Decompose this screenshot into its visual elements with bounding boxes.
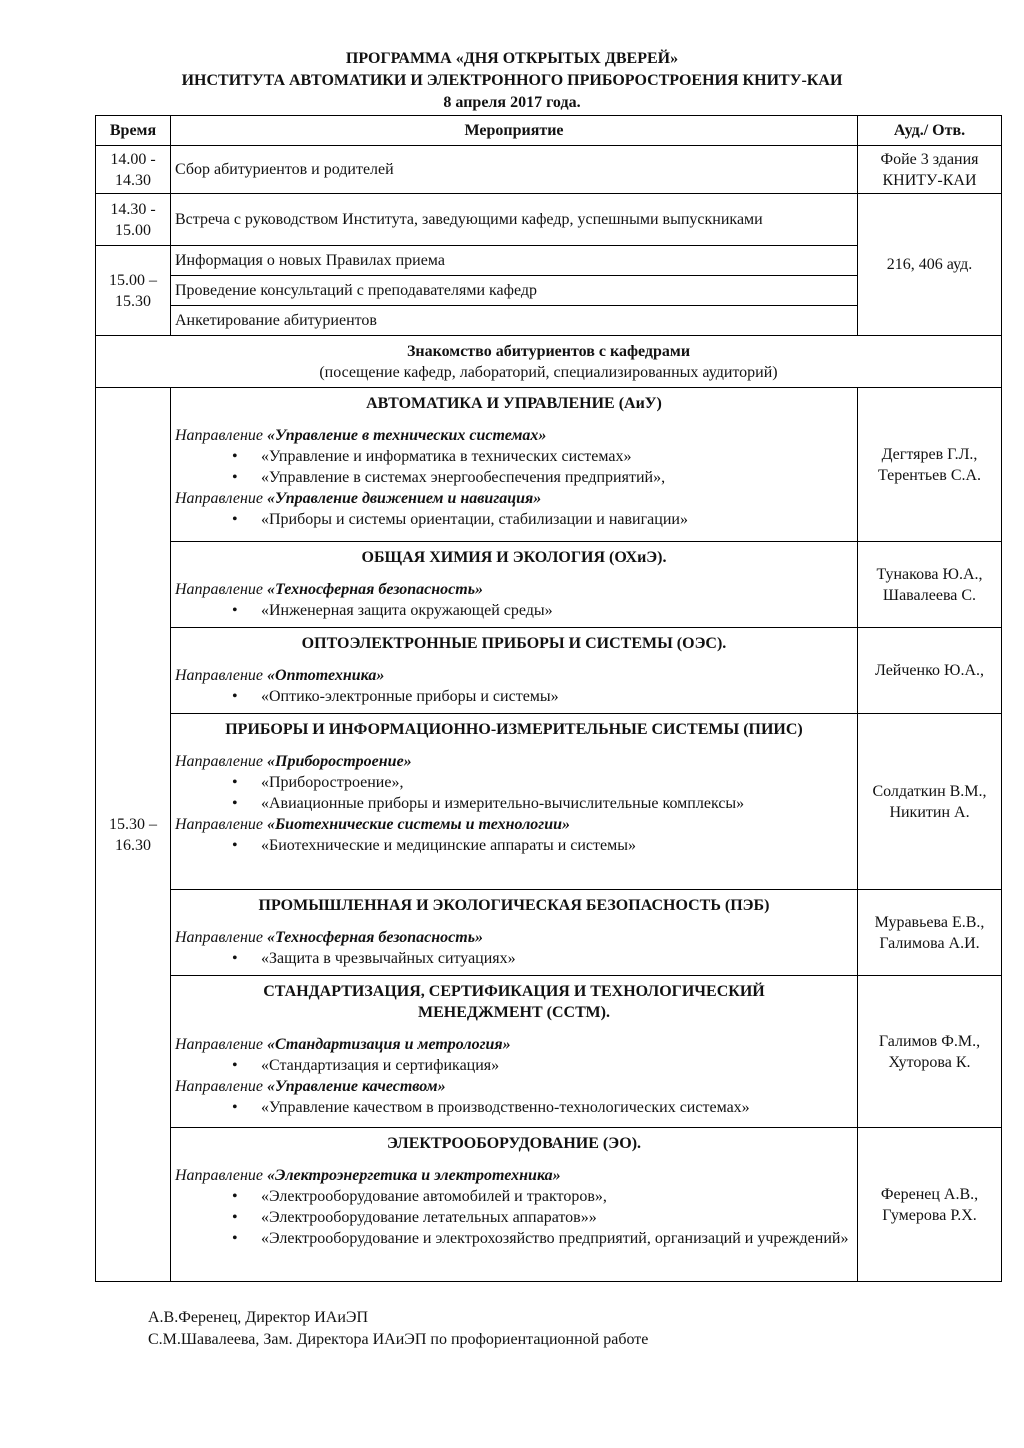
program-list (175, 509, 853, 530)
program-list (175, 772, 853, 814)
direction-prefix: Направление (175, 929, 264, 946)
list-item: • «Управление и информатика в технических системах» (175, 446, 853, 467)
signature-director: А.В.Ференец, Директор ИАиЭП (148, 1309, 369, 1326)
list-item: • «Авиационные приборы и измерительно-вычислительные комплексы» (175, 793, 853, 814)
responsible-cell: Дегтярев Г.Л., Терентьев С.А. (858, 388, 1002, 542)
program-list (175, 600, 853, 621)
event-cell: Информация о новых Правилах приема (171, 246, 858, 276)
department-cell (171, 890, 858, 976)
list-item: • «Биотехнические и медицинские аппараты и системы» (175, 835, 853, 856)
event-cell: Встреча с руководством Института, заведующими кафедр, успешными выпускниками (171, 194, 858, 246)
direction-name: «Приборостроение» (267, 753, 412, 770)
intro-subtitle: (посещение кафедр, лабораторий, специализированных аудиторий) (319, 363, 778, 381)
direction-name: «Электроэнергетика и электротехника» (267, 1167, 561, 1184)
direction-line (175, 579, 853, 600)
department-row (96, 542, 1002, 628)
program-list (175, 835, 853, 856)
department-row (96, 976, 1002, 1128)
direction-name: «Техносферная безопасность» (267, 581, 484, 598)
direction-prefix: Направление (175, 490, 264, 507)
list-item: • «Электрооборудование летательных аппаратов»» (175, 1207, 853, 1228)
direction-prefix: Направление (175, 753, 264, 770)
direction-name: «Биотехнические системы и технологии» (267, 816, 571, 833)
intro-title: Знакомство абитуриентов с кафедрами (406, 342, 691, 360)
department-title: ПРИБОРЫ И ИНФОРМАЦИОННО-ИЗМЕРИТЕЛЬНЫЕ СИСТЕМЫ (ПИИС) (225, 721, 803, 738)
department-title: ПРОМЫШЛЕННАЯ И ЭКОЛОГИЧЕСКАЯ БЕЗОПАСНОСТЬ (ПЭБ) (258, 897, 770, 914)
responsible-cell: Галимов Ф.М., Хуторова К. (858, 976, 1002, 1128)
table-header-row (96, 116, 1002, 146)
department-title: СТАНДАРТИЗАЦИЯ, СЕРТИФИКАЦИЯ И ТЕХНОЛОГИЧЕСКИЙ МЕНЕДЖМЕНТ (ССТМ). (263, 983, 765, 1021)
direction-name: «Оптотехника» (267, 667, 385, 684)
direction-name: «Стандартизация и метрология» (267, 1036, 511, 1053)
direction-prefix: Направление (175, 427, 264, 444)
direction-line (175, 814, 853, 835)
department-cell (171, 1128, 858, 1282)
department-cell (171, 976, 858, 1128)
intro-cell (96, 336, 1002, 388)
direction-prefix: Направление (175, 667, 264, 684)
institute-title: ИНСТИТУТА АВТОМАТИКИ И ЭЛЕКТРОННОГО ПРИБОРОСТРОЕНИЯ КНИТУ-КАИ (181, 72, 843, 89)
responsible-cell: Ференец А.В., Гумерова Р.Х. (858, 1128, 1002, 1282)
direction-name: «Техносферная безопасность» (267, 929, 484, 946)
table-row (96, 146, 1002, 194)
intro-row (96, 336, 1002, 388)
list-item: • «Защита в чрезвычайных ситуациях» (175, 948, 853, 969)
document-title: ПРОГРАММА «ДНЯ ОТКРЫТЫХ ДВЕРЕЙ» (345, 50, 679, 67)
list-item: • «Управление качеством в производственно-технологических системах» (175, 1097, 853, 1118)
header-room: Ауд./ Отв. (858, 116, 1002, 146)
department-row (96, 714, 1002, 890)
list-item: • «Приборостроение», (175, 772, 853, 793)
room-cell: 216, 406 ауд. (858, 194, 1002, 336)
program-list (175, 1186, 853, 1249)
department-title: ОБЩАЯ ХИМИЯ И ЭКОЛОГИЯ (ОХиЭ). (361, 549, 667, 566)
department-row (96, 1128, 1002, 1282)
list-item: • «Управление в системах энергообеспечения предприятий», (175, 467, 853, 488)
list-item: • «Электрооборудование автомобилей и тракторов», (175, 1186, 853, 1207)
direction-line (175, 488, 853, 509)
program-list (175, 446, 853, 488)
table-row (96, 194, 1002, 246)
program-table (95, 115, 1002, 1282)
direction-line (175, 665, 853, 686)
responsible-cell: Лейченко Ю.А., (858, 628, 1002, 714)
direction-line (175, 1165, 853, 1186)
program-list (175, 1097, 853, 1118)
department-cell (171, 628, 858, 714)
direction-name: «Управление качеством» (267, 1078, 446, 1095)
program-list (175, 1055, 853, 1076)
event-cell: Сбор абитуриентов и родителей (171, 146, 858, 194)
department-row (96, 890, 1002, 976)
responsible-cell: Солдаткин В.М., Никитин А. (858, 714, 1002, 890)
time-cell: 14.30 - 15.00 (96, 194, 171, 246)
direction-line (175, 425, 853, 446)
direction-prefix: Направление (175, 1036, 264, 1053)
program-list (175, 948, 853, 969)
event-cell: Проведение консультаций с преподавателями кафедр (171, 276, 858, 306)
responsible-cell: Муравьева Е.В., Галимова А.И. (858, 890, 1002, 976)
department-title: ОПТОЭЛЕКТРОННЫЕ ПРИБОРЫ И СИСТЕМЫ (ОЭС). (301, 635, 727, 652)
time-cell: 15.00 – 15.30 (96, 246, 171, 336)
direction-line (175, 751, 853, 772)
direction-name: «Управление движением и навигация» (267, 490, 542, 507)
department-row (96, 628, 1002, 714)
direction-line (175, 927, 853, 948)
list-item: • «Электрооборудование и электрохозяйство предприятий, организаций и учреждений» (175, 1228, 853, 1249)
direction-line (175, 1034, 853, 1055)
time-cell: 15.30 – 16.30 (96, 388, 171, 1282)
direction-line (175, 1076, 853, 1097)
department-title: АВТОМАТИКА И УПРАВЛЕНИЕ (АиУ) (366, 395, 662, 412)
program-list (175, 686, 853, 707)
direction-prefix: Направление (175, 1167, 264, 1184)
department-row (96, 388, 1002, 542)
list-item: • «Приборы и системы ориентации, стабилизации и навигации» (175, 509, 853, 530)
list-item: • «Оптико-электронные приборы и системы» (175, 686, 853, 707)
direction-prefix: Направление (175, 816, 264, 833)
list-item: • «Инженерная защита окружающей среды» (175, 600, 853, 621)
responsible-cell: Тунакова Ю.А., Шавалеева С. (858, 542, 1002, 628)
header-event: Мероприятие (171, 116, 858, 146)
department-cell (171, 542, 858, 628)
header-time: Время (96, 116, 171, 146)
direction-name: «Управление в технических системах» (267, 427, 547, 444)
department-cell (171, 388, 858, 542)
room-cell: Фойе 3 здания КНИТУ-КАИ (858, 146, 1002, 194)
event-cell: Анкетирование абитуриентов (171, 306, 858, 336)
time-cell: 14.00 - 14.30 (96, 146, 171, 194)
signature-deputy: С.М.Шавалеева, Зам. Директора ИАиЭП по профориентационной работе (148, 1331, 649, 1348)
department-title: ЭЛЕКТРООБОРУДОВАНИЕ (ЭО). (386, 1135, 642, 1152)
list-item: • «Стандартизация и сертификация» (175, 1055, 853, 1076)
direction-prefix: Направление (175, 581, 264, 598)
event-date: 8 апреля 2017 года. (443, 94, 581, 111)
department-cell (171, 714, 858, 890)
direction-prefix: Направление (175, 1078, 264, 1095)
